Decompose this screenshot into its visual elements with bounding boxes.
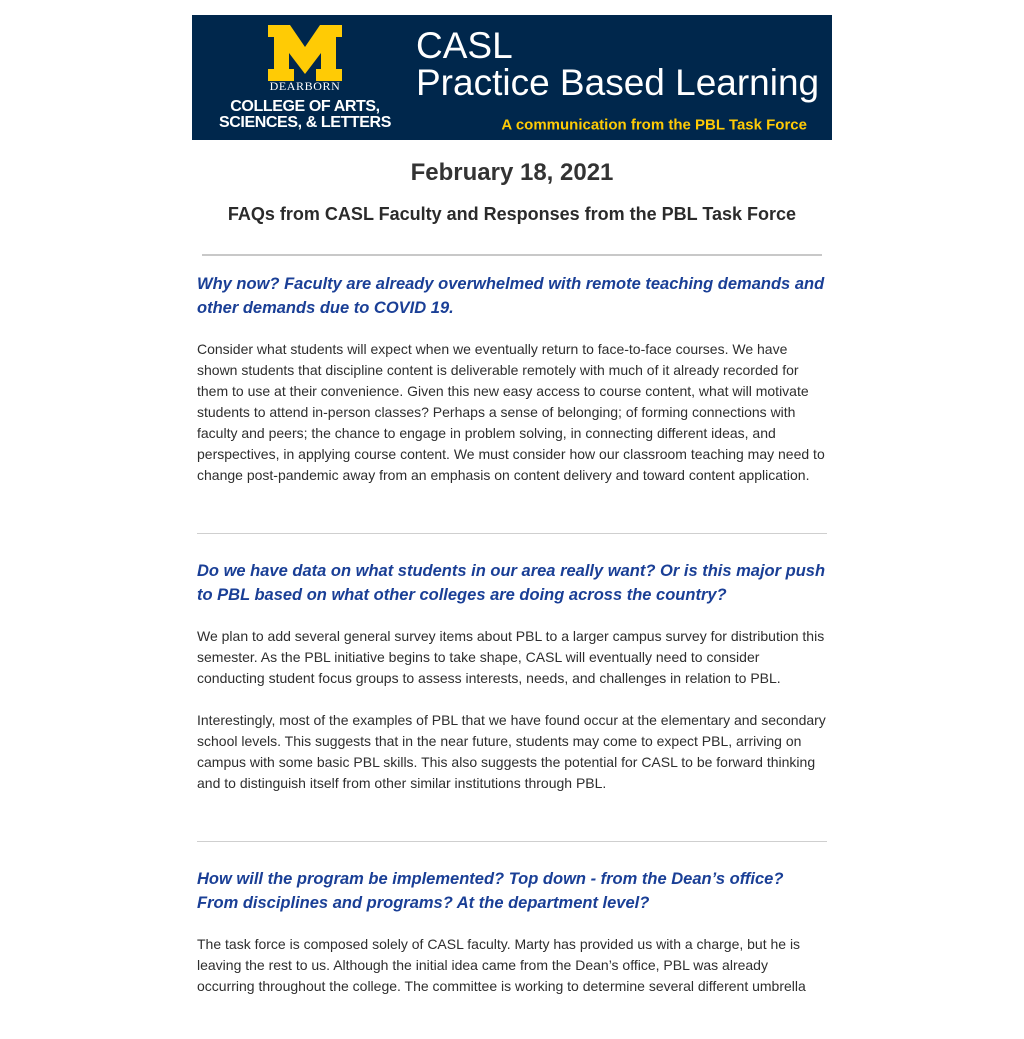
banner-tagline: A communication from the PBL Task Force (501, 116, 807, 134)
college-name-line2: SCIENCES, & LETTERS (219, 114, 391, 131)
top-divider (202, 254, 822, 256)
faq-item (192, 867, 832, 997)
faq-question: Why now? Faculty are already overwhelmed with remote teaching demands and other demands due to COVID 19. (197, 275, 825, 317)
faq-answer: The task force is composed solely of CASL faculty. Marty has provided us with a charge, but he is leaving the rest to us. Although the initial idea came from the Dean’s office, PBL was already occurring throughout the college. The committee is working to determine several different umbrella (197, 936, 806, 994)
section-divider (197, 533, 827, 534)
faq-question: Do we have data on what students in our area really want? Or is this major push to PBL based on what other colleges are doing across the country? (197, 562, 826, 604)
section-divider (197, 841, 827, 842)
faq-answer: We plan to add several general survey items about PBL to a larger campus survey for distribution this semester. As the PBL initiative begins to take shape, CASL will eventually need to consider conducting student focus groups to assess interests, needs, and challenges in relation to PBL. (197, 628, 825, 686)
faq-item (192, 272, 832, 486)
faq-question: How will the program be implemented? Top down - from the Dean’s office? From disciplines and programs? At the department level? (197, 870, 784, 912)
faq-answer: Interestingly, most of the examples of PBL that we have found occur at the elementary and secondary school levels. This suggests that in the near future, students may come to expect PBL, arriving on campus with some basic PBL skills. This also suggests the potential for CASL to be forward thinking and to distinguish itself from other similar institutions through PBL. (197, 712, 826, 791)
faq-answer: Consider what students will expect when we eventually return to face-to-face courses. We have shown students that discipline content is deliverable remotely with much of it already recorded for them to use at their convenience. Given this new easy access to course content, what will motivate students to attend in-person classes? Perhaps a sense of belonging; of forming connections with faculty and peers; the chance to engage in problem solving, in connecting different ideas, and perspectives, in applying course content. We must consider how our classroom teaching may need to change post-pandemic away from an emphasis on content delivery and toward content application. (197, 341, 825, 483)
banner-title-line1: CASL (416, 25, 513, 66)
banner-title-line2: Practice Based Learning (416, 62, 820, 103)
page-subtitle: FAQs from CASL Faculty and Responses from the PBL Task Force (227, 204, 797, 224)
header-banner (192, 15, 832, 140)
college-name-line1: COLLEGE OF ARTS, (230, 98, 380, 115)
issue-date: February 18, 2021 (410, 159, 614, 186)
block-m-logo-icon (268, 25, 342, 81)
faq-item (192, 559, 832, 794)
newsletter (192, 15, 832, 997)
banner-title (416, 27, 819, 101)
college-name (216, 99, 394, 131)
logo-subtext: DEARBORN (269, 79, 341, 93)
